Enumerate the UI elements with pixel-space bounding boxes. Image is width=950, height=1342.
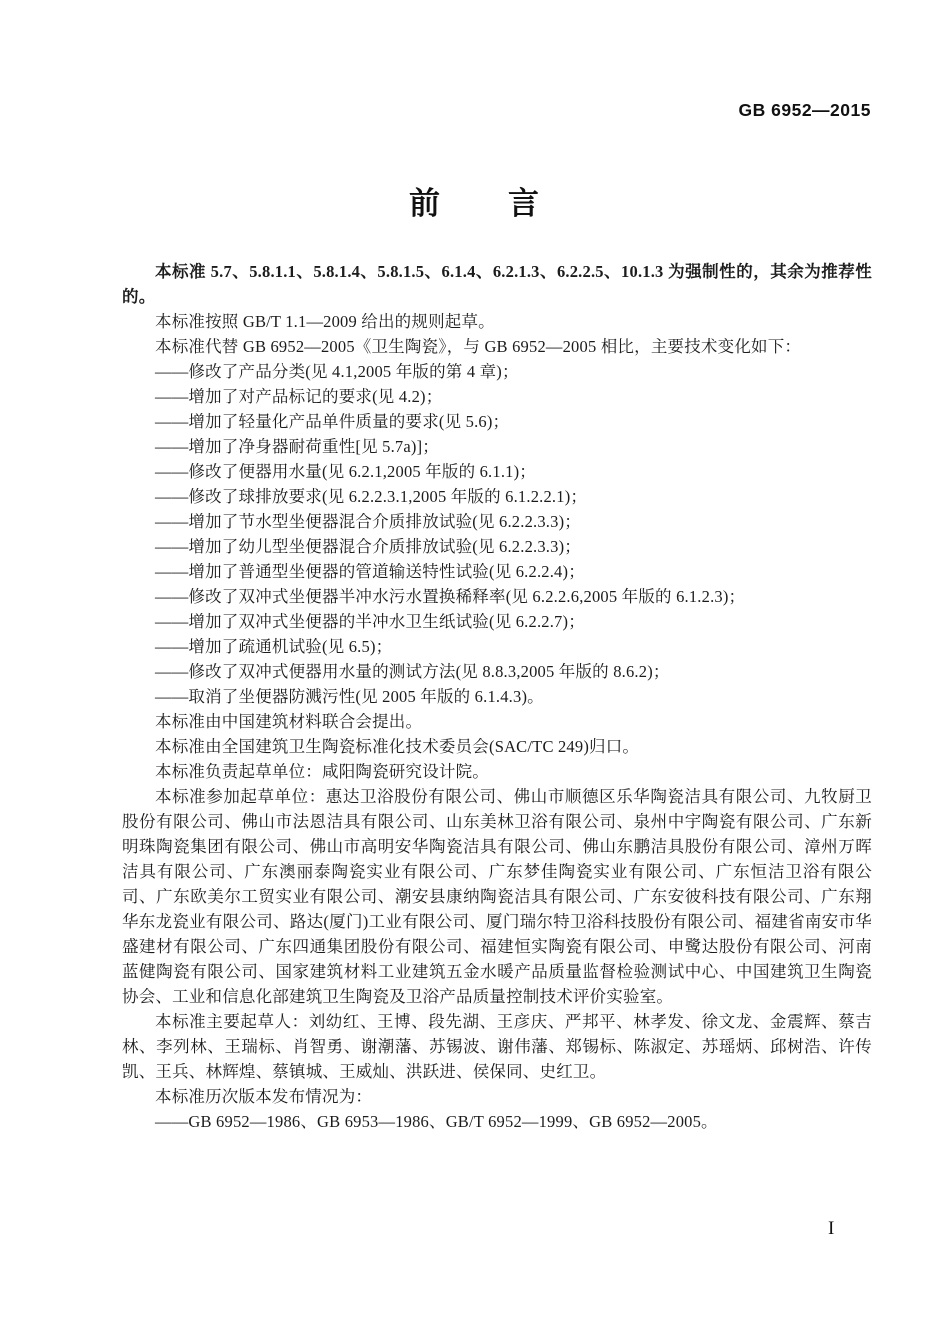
foreword-dash-item: ——增加了净身器耐荷重性[见 5.7a)]；	[155, 437, 439, 456]
page-title: 前 言	[409, 186, 541, 221]
foreword-body	[122, 259, 872, 1134]
foreword-dash-item: ——增加了普通型坐便器的管道输送特性试验(见 6.2.2.4)；	[155, 562, 585, 581]
foreword-paragraph: 本标准历次版本发布情况为：	[155, 1087, 373, 1106]
foreword-dash-item: ——修改了球排放要求(见 6.2.2.3.1,2005 年版的 6.1.2.2.1)；	[155, 487, 588, 506]
foreword-dash-item: ——修改了产品分类(见 4.1,2005 年版的第 4 章)；	[155, 362, 519, 381]
foreword-dash-item: ——增加了节水型坐便器混合介质排放试验(见 6.2.2.3.3)；	[155, 512, 581, 531]
foreword-paragraph: 本标准由中国建筑材料联合会提出。	[155, 712, 423, 731]
foreword-dash-item: ——修改了双冲式坐便器半冲水污水置换稀释率(见 6.2.2.6,2005 年版的 6.1.2.3)；	[155, 587, 746, 606]
foreword-paragraph: 本标准主要起草人：刘幼红、王博、段先湖、王彦庆、严邦平、林孝发、徐文龙、金震辉、蔡吉林、李列林、王瑞标、肖智勇、谢潮藩、苏锡波、谢伟藩、郑锡标、陈淑定、苏瑶炳、邱树浩、许传凯、王兵、林辉煌、蔡镇城、王威灿、洪跃进、侯保同、史红卫。	[122, 1012, 872, 1081]
foreword-paragraph: 本标准 5.7、5.8.1.1、5.8.1.4、5.8.1.5、6.1.4、6.2.1.3、6.2.2.5、10.1.3 为强制性的，其余为推荐性的。	[122, 262, 872, 306]
foreword-dash-item: ——修改了双冲式便器用水量的测试方法(见 8.8.3,2005 年版的 8.6.2)；	[155, 662, 670, 681]
foreword-dash-item: ——增加了轻量化产品单件质量的要求(见 5.6)；	[155, 412, 510, 431]
foreword-dash-item: ——增加了幼儿型坐便器混合介质排放试验(见 6.2.2.3.3)；	[155, 537, 581, 556]
standard-code-header: GB 6952—2015	[738, 100, 871, 120]
foreword-dash-item: ——GB 6952—1986、GB 6953—1986、GB/T 6952—1999、GB 6952—2005。	[155, 1112, 718, 1131]
foreword-paragraph: 本标准代替 GB 6952—2005《卫生陶瓷》，与 GB 6952—2005 相比，主要技术变化如下：	[155, 337, 802, 356]
foreword-dash-item: ——增加了对产品标记的要求(见 4.2)；	[155, 387, 443, 406]
foreword-dash-item: ——取消了坐便器防溅污性(见 2005 年版的 6.1.4.3)。	[155, 687, 544, 706]
foreword-paragraph: 本标准负责起草单位：咸阳陶瓷研究设计院。	[155, 762, 489, 781]
foreword-paragraph: 本标准按照 GB/T 1.1—2009 给出的规则起草。	[155, 312, 495, 331]
foreword-paragraph: 本标准参加起草单位：惠达卫浴股份有限公司、佛山市顺德区乐华陶瓷洁具有限公司、九牧厨卫股份有限公司、佛山市法恩洁具有限公司、山东美林卫浴有限公司、泉州中宇陶瓷有限公司、广东新明珠陶瓷集团有限公司、佛山市高明安华陶瓷洁具有限公司、佛山东鹏洁具股份有限公司、漳州万晖洁具有限公司、广东澳丽泰陶瓷实业有限公司、广东梦佳陶瓷实业有限公司、广东恒洁卫浴有限公司、广东欧美尔工贸实业有限公司、潮安县康纳陶瓷洁具有限公司、广东安彼科技有限公司、广东翔华东龙瓷业有限公司、路达(厦门)工业有限公司、厦门瑞尔特卫浴科技股份有限公司、福建省南安市华盛建材有限公司、广东四通集团股份有限公司、福建恒实陶瓷有限公司、申鹭达股份有限公司、河南蓝健陶瓷有限公司、国家建筑材料工业建筑五金水暖产品质量监督检验测试中心、中国建筑卫生陶瓷协会、工业和信息化部建筑卫生陶瓷及卫浴产品质量控制技术评价实验室。	[122, 787, 872, 1006]
foreword-paragraph: 本标准由全国建筑卫生陶瓷标准化技术委员会(SAC/TC 249)归口。	[155, 737, 640, 756]
foreword-dash-item: ——修改了便器用水量(见 6.2.1,2005 年版的 6.1.1)；	[155, 462, 536, 481]
foreword-dash-item: ——增加了疏通机试验(见 6.5)；	[155, 637, 393, 656]
page-number: I	[828, 1218, 835, 1239]
foreword-dash-item: ——增加了双冲式坐便器的半冲水卫生纸试验(见 6.2.2.7)；	[155, 612, 585, 631]
